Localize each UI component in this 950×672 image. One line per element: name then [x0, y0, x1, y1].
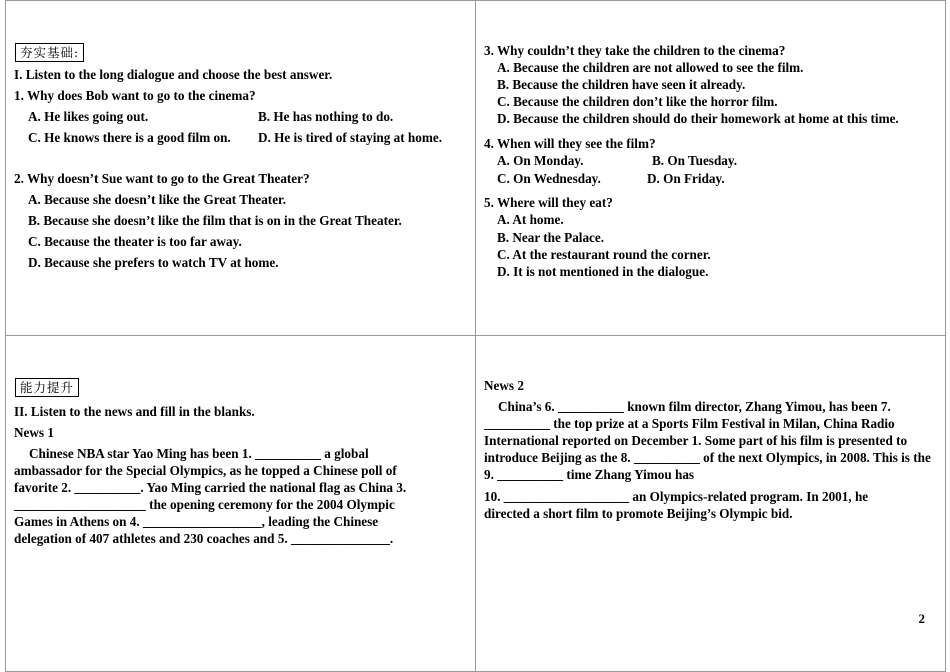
section-badge-advanced: 能力提升: [15, 378, 79, 397]
q4-option-d: D. On Friday.: [647, 171, 725, 186]
question-4: 4. When will they see the film?: [484, 136, 656, 151]
q3-option-c: C. Because the children don’t like the horror film.: [497, 94, 778, 109]
q2-option-b: B. Because she doesn’t like the film that is on in the Great Theater.: [28, 213, 402, 228]
q5-option-a: A. At home.: [497, 212, 564, 227]
q4-option-b: B. On Tuesday.: [652, 153, 738, 168]
section-badge-basic: 夯实基础:: [15, 43, 84, 62]
q4-option-a: A. On Monday.: [497, 153, 584, 168]
panel-basic-questions-1-2: [5, 0, 476, 336]
news-2-text: China’s 6. __________ known film director, Zhang Yimou, has been 7. __________ the top prize at a Sports Film Festival in Milan, China Radio International reported on December 1. Some part of his film is presented to introduce Beijing as the 8. __________ of the next Olympics, in 2008. This is the 9. __________ time Zhang Yimou has: [484, 399, 931, 482]
news-2-title: News 2: [484, 378, 524, 393]
panel-advanced-news-2: [475, 335, 946, 672]
panel-basic-questions-3-5: [475, 0, 946, 336]
q5-option-d: D. It is not mentioned in the dialogue.: [497, 264, 709, 279]
section-instruction-2: II. Listen to the news and fill in the blanks.: [14, 404, 255, 419]
q2-option-d: D. Because she prefers to watch TV at home.: [28, 255, 279, 270]
section-instruction: I. Listen to the long dialogue and choose the best answer.: [14, 67, 333, 82]
news-2-text-continued: 10. ___________________ an Olympics-related program. In 2001, he directed a short film to promote Beijing’s Olympic bid.: [484, 489, 869, 521]
q5-option-b: B. Near the Palace.: [497, 230, 605, 245]
q1-option-a: A. He likes going out.: [28, 109, 149, 124]
q5-option-c: C. At the restaurant round the corner.: [497, 247, 711, 262]
news-1-text: Chinese NBA star Yao Ming has been 1. __________ a global ambassador for the Special Olympics, as he topped a Chinese poll of favorite 2. __________. Yao Ming carried the national flag as China 3. ____________________ the opening ceremony for the 2004 Olympic Games in Athens on 4. __________________, leading the Chinese delegation of 407 athletes and 230 coaches and 5. _______________.: [14, 446, 407, 546]
q2-option-c: C. Because the theater is too far away.: [28, 234, 242, 249]
q3-option-b: B. Because the children have seen it already.: [497, 77, 746, 92]
q3-option-a: A. Because the children are not allowed to see the film.: [497, 60, 804, 75]
question-3: 3. Why couldn’t they take the children to the cinema?: [484, 43, 786, 58]
q1-option-d: D. He is tired of staying at home.: [258, 130, 443, 145]
question-5: 5. Where will they eat?: [484, 195, 613, 210]
question-2: 2. Why doesn’t Sue want to go to the Great Theater?: [14, 171, 310, 186]
q2-option-a: A. Because she doesn’t like the Great Theater.: [28, 192, 286, 207]
news-1-title: News 1: [14, 425, 54, 440]
q3-option-d: D. Because the children should do their homework at home at this time.: [497, 111, 899, 126]
q1-option-b: B. He has nothing to do.: [258, 109, 394, 124]
question-1: 1. Why does Bob want to go to the cinema?: [14, 88, 256, 103]
page-number: 2: [918, 611, 925, 626]
q4-option-c: C. On Wednesday.: [497, 171, 601, 186]
q1-option-c: C. He knows there is a good film on.: [28, 130, 231, 145]
panel-advanced-news-1: [5, 335, 476, 672]
